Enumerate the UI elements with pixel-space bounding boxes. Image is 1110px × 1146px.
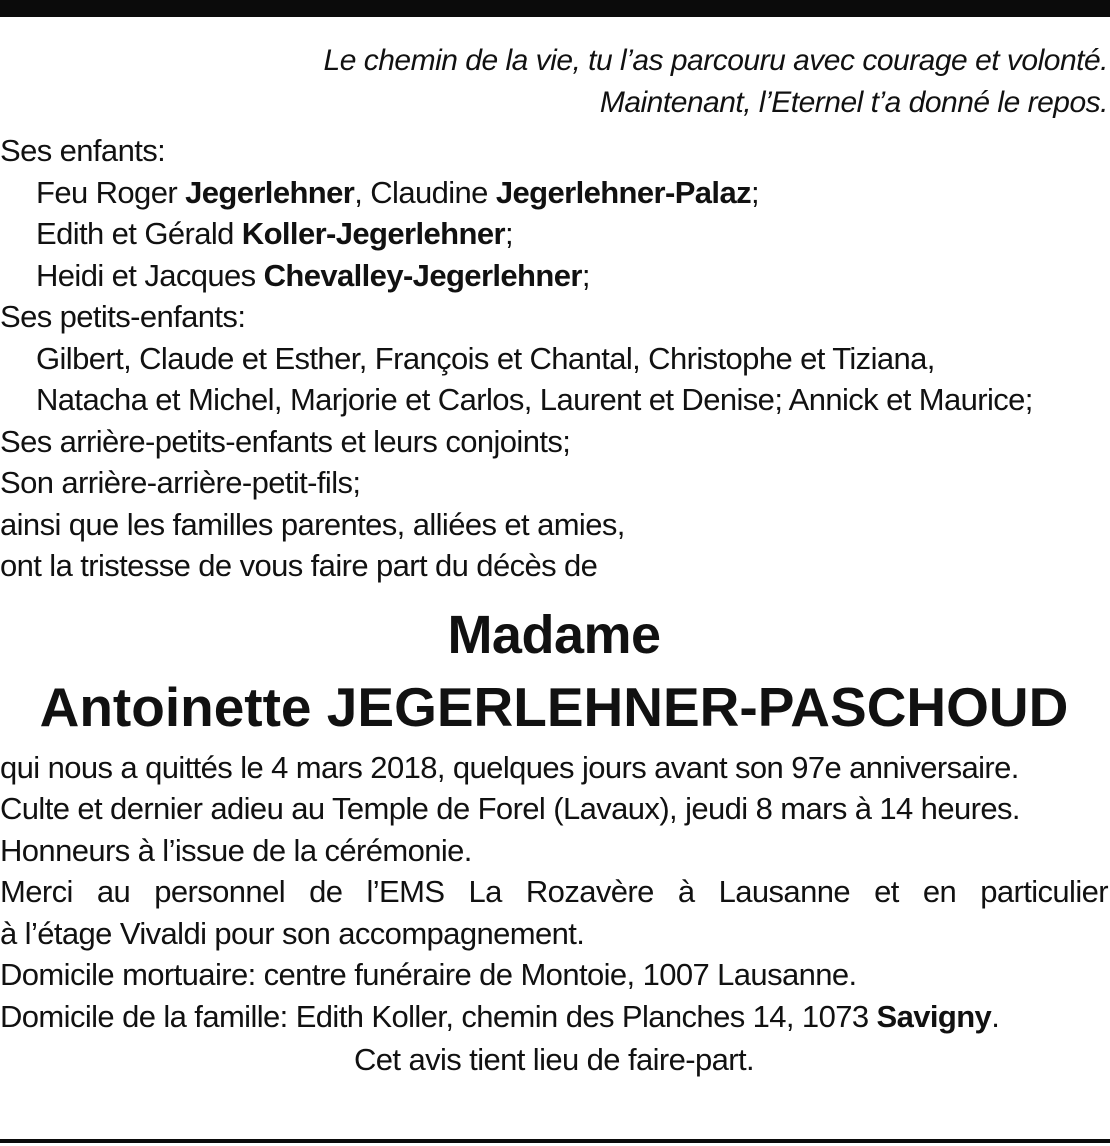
details-line: Culte et dernier adieu au Temple de Forel (Lavaux), jeudi 8 mars à 14 heures. — [0, 791, 1020, 826]
bottom-rule — [0, 1139, 1110, 1143]
family-address — [0, 996, 1108, 1038]
details-line: qui nous a quittés le 4 mars 2018, quelques jours avant son 97e anniversaire. — [0, 749, 1019, 785]
child-entry — [0, 172, 1108, 214]
deceased-title: Madame — [447, 604, 661, 665]
child-surname: Chevalley-Jegerlehner — [263, 257, 582, 293]
notice-details — [0, 747, 1108, 1038]
deceased-name: Antoinette JEGERLEHNER-PASCHOUD — [39, 675, 1069, 738]
details-line: Merci au personnel de l’EMS La Rozavère à Lausanne et en particulier — [0, 874, 1108, 909]
grandchildren-heading: Ses petits-enfants: — [0, 299, 246, 334]
child-text: , Claudine — [354, 174, 496, 210]
relatives-line: ainsi que les familles parentes, alliées et amies, — [0, 506, 625, 542]
top-rule — [0, 0, 1110, 17]
relatives-line: Son arrière-arrière-petit-fils; — [0, 465, 361, 500]
child-text: ; — [581, 257, 590, 293]
epigraph-line: Maintenant, l’Eternel t’a donné le repos. — [599, 86, 1108, 119]
grandchildren-entry: Gilbert, Claude et Esther, François et Chantal, Christophe et Tiziana, — [36, 340, 935, 376]
address-text: . — [991, 998, 1000, 1034]
child-surname: Jegerlehner — [185, 174, 355, 210]
child-text: ; — [751, 174, 760, 210]
grandchildren-entry: Natacha et Michel, Marjorie et Carlos, Laurent et Denise; Annick et Maurice; — [36, 382, 1033, 417]
address-text: Domicile de la famille: Edith Koller, chemin des Planches 14, 1073 — [0, 998, 877, 1034]
details-line: Honneurs à l’issue de la cérémonie. — [0, 832, 472, 868]
announcement-line: ont la tristesse de vous faire part du décès de — [0, 548, 598, 583]
details-line: à l’étage Vivaldi pour son accompagnement. — [0, 915, 585, 951]
relatives-line: Ses arrière-petits-enfants et leurs conjoints; — [0, 423, 571, 459]
children-heading: Ses enfants: — [0, 133, 166, 168]
child-text: ; — [504, 216, 513, 251]
child-text: Heidi et Jacques — [36, 257, 264, 293]
family-list — [0, 130, 1108, 587]
closing-note: Cet avis tient lieu de faire-part. — [353, 1042, 755, 1077]
epigraph — [0, 40, 1108, 124]
address-town: Savigny — [876, 998, 992, 1034]
child-text: Edith et Gérald — [36, 216, 242, 251]
obituary-notice — [0, 40, 1108, 1081]
child-surname: Jegerlehner-Palaz — [495, 174, 751, 210]
deceased-name-block — [0, 599, 1108, 743]
details-line: Domicile mortuaire: centre funéraire de Montoie, 1007 Lausanne. — [0, 957, 857, 992]
child-entry — [0, 213, 1108, 255]
child-text: Feu Roger — [36, 174, 186, 210]
child-surname: Koller-Jegerlehner — [241, 216, 505, 251]
epigraph-line: Le chemin de la vie, tu l’as parcouru avec courage et volonté. — [323, 44, 1108, 77]
child-entry — [0, 255, 1108, 297]
